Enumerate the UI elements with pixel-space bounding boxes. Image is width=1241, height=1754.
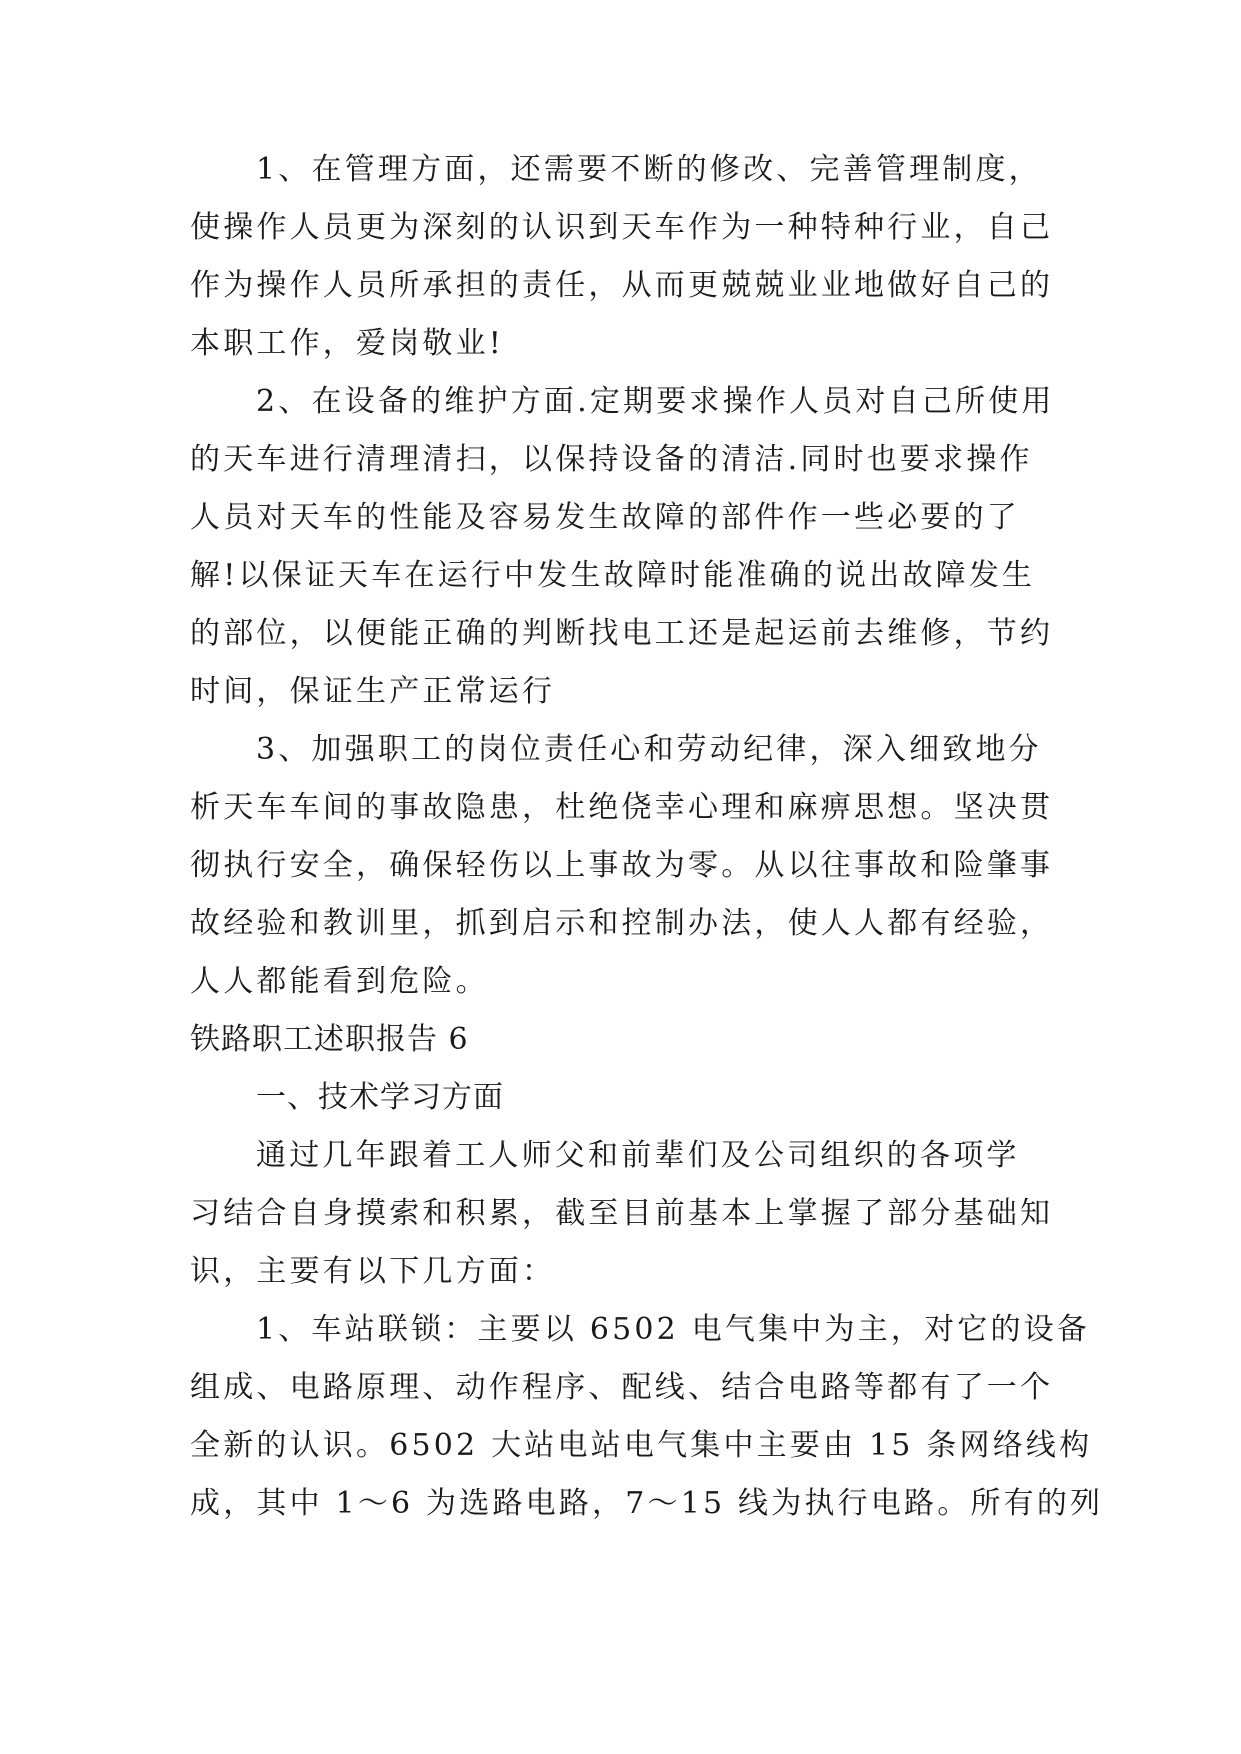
paragraph-5-line-3: 全新的认识。6502 大站电站电气集中主要由 15 条网络线构	[190, 1428, 1093, 1463]
paragraph-5-line-2: 组成、电路原理、动作程序、配线、结合电路等都有了一个	[190, 1370, 1054, 1405]
paragraph-3-line-3: 彻执行安全，确保轻伤以上事故为零。从以往事故和险肇事	[190, 848, 1054, 883]
paragraph-1-line-2: 使操作人员更为深刻的认识到天车作为一种特种行业，自己	[190, 210, 1054, 245]
paragraph-1-line-3: 作为操作人员所承担的责任，从而更兢兢业业地做好自己的	[190, 268, 1054, 303]
paragraph-4-line-2: 习结合自身摸索和积累，截至目前基本上掌握了部分基础知	[190, 1196, 1054, 1231]
paragraph-2-line-5: 的部位，以便能正确的判断找电工还是起运前去维修，节约	[190, 616, 1054, 651]
paragraph-2-line-2: 的天车进行清理清扫，以保持设备的清洁.同时也要求操作	[190, 442, 1033, 477]
paragraph-4-line-1: 通过几年跟着工人师父和前辈们及公司组织的各项学	[256, 1138, 1020, 1173]
subsection-title: 一、技术学习方面	[256, 1080, 504, 1115]
paragraph-1-line-4: 本职工作，爱岗敬业!	[190, 326, 505, 361]
paragraph-2-line-4: 解!以保证天车在运行中发生故障时能准确的说出故障发生	[190, 558, 1036, 593]
paragraph-5-line-4: 成，其中 1～6 为选路电路，7～15 线为执行电路。所有的列	[190, 1486, 1104, 1521]
section-title: 铁路职工述职报告 6	[190, 1022, 469, 1057]
paragraph-3-line-4: 故经验和教训里，抓到启示和控制办法，使人人都有经验，	[190, 906, 1054, 941]
paragraph-4-line-3: 识，主要有以下几方面：	[190, 1254, 556, 1289]
paragraph-2-line-1: 2、在设备的维护方面.定期要求操作人员对自己所使用	[256, 384, 1055, 419]
paragraph-1-line-1: 1、在管理方面，还需要不断的修改、完善管理制度，	[256, 152, 1042, 187]
paragraph-3-line-5: 人人都能看到危险。	[190, 964, 489, 999]
paragraph-5-line-1: 1、车站联锁：主要以 6502 电气集中为主，对它的设备	[256, 1312, 1091, 1347]
paragraph-3-line-2: 析天车车间的事故隐患，杜绝侥幸心理和麻痹思想。坚决贯	[190, 790, 1054, 825]
paragraph-3-line-1: 3、加强职工的岗位责任心和劳动纪律，深入细致地分	[256, 732, 1042, 767]
paragraph-2-line-3: 人员对天车的性能及容易发生故障的部件作一些必要的了	[190, 500, 1020, 535]
paragraph-2-line-6: 时间，保证生产正常运行	[190, 674, 556, 709]
